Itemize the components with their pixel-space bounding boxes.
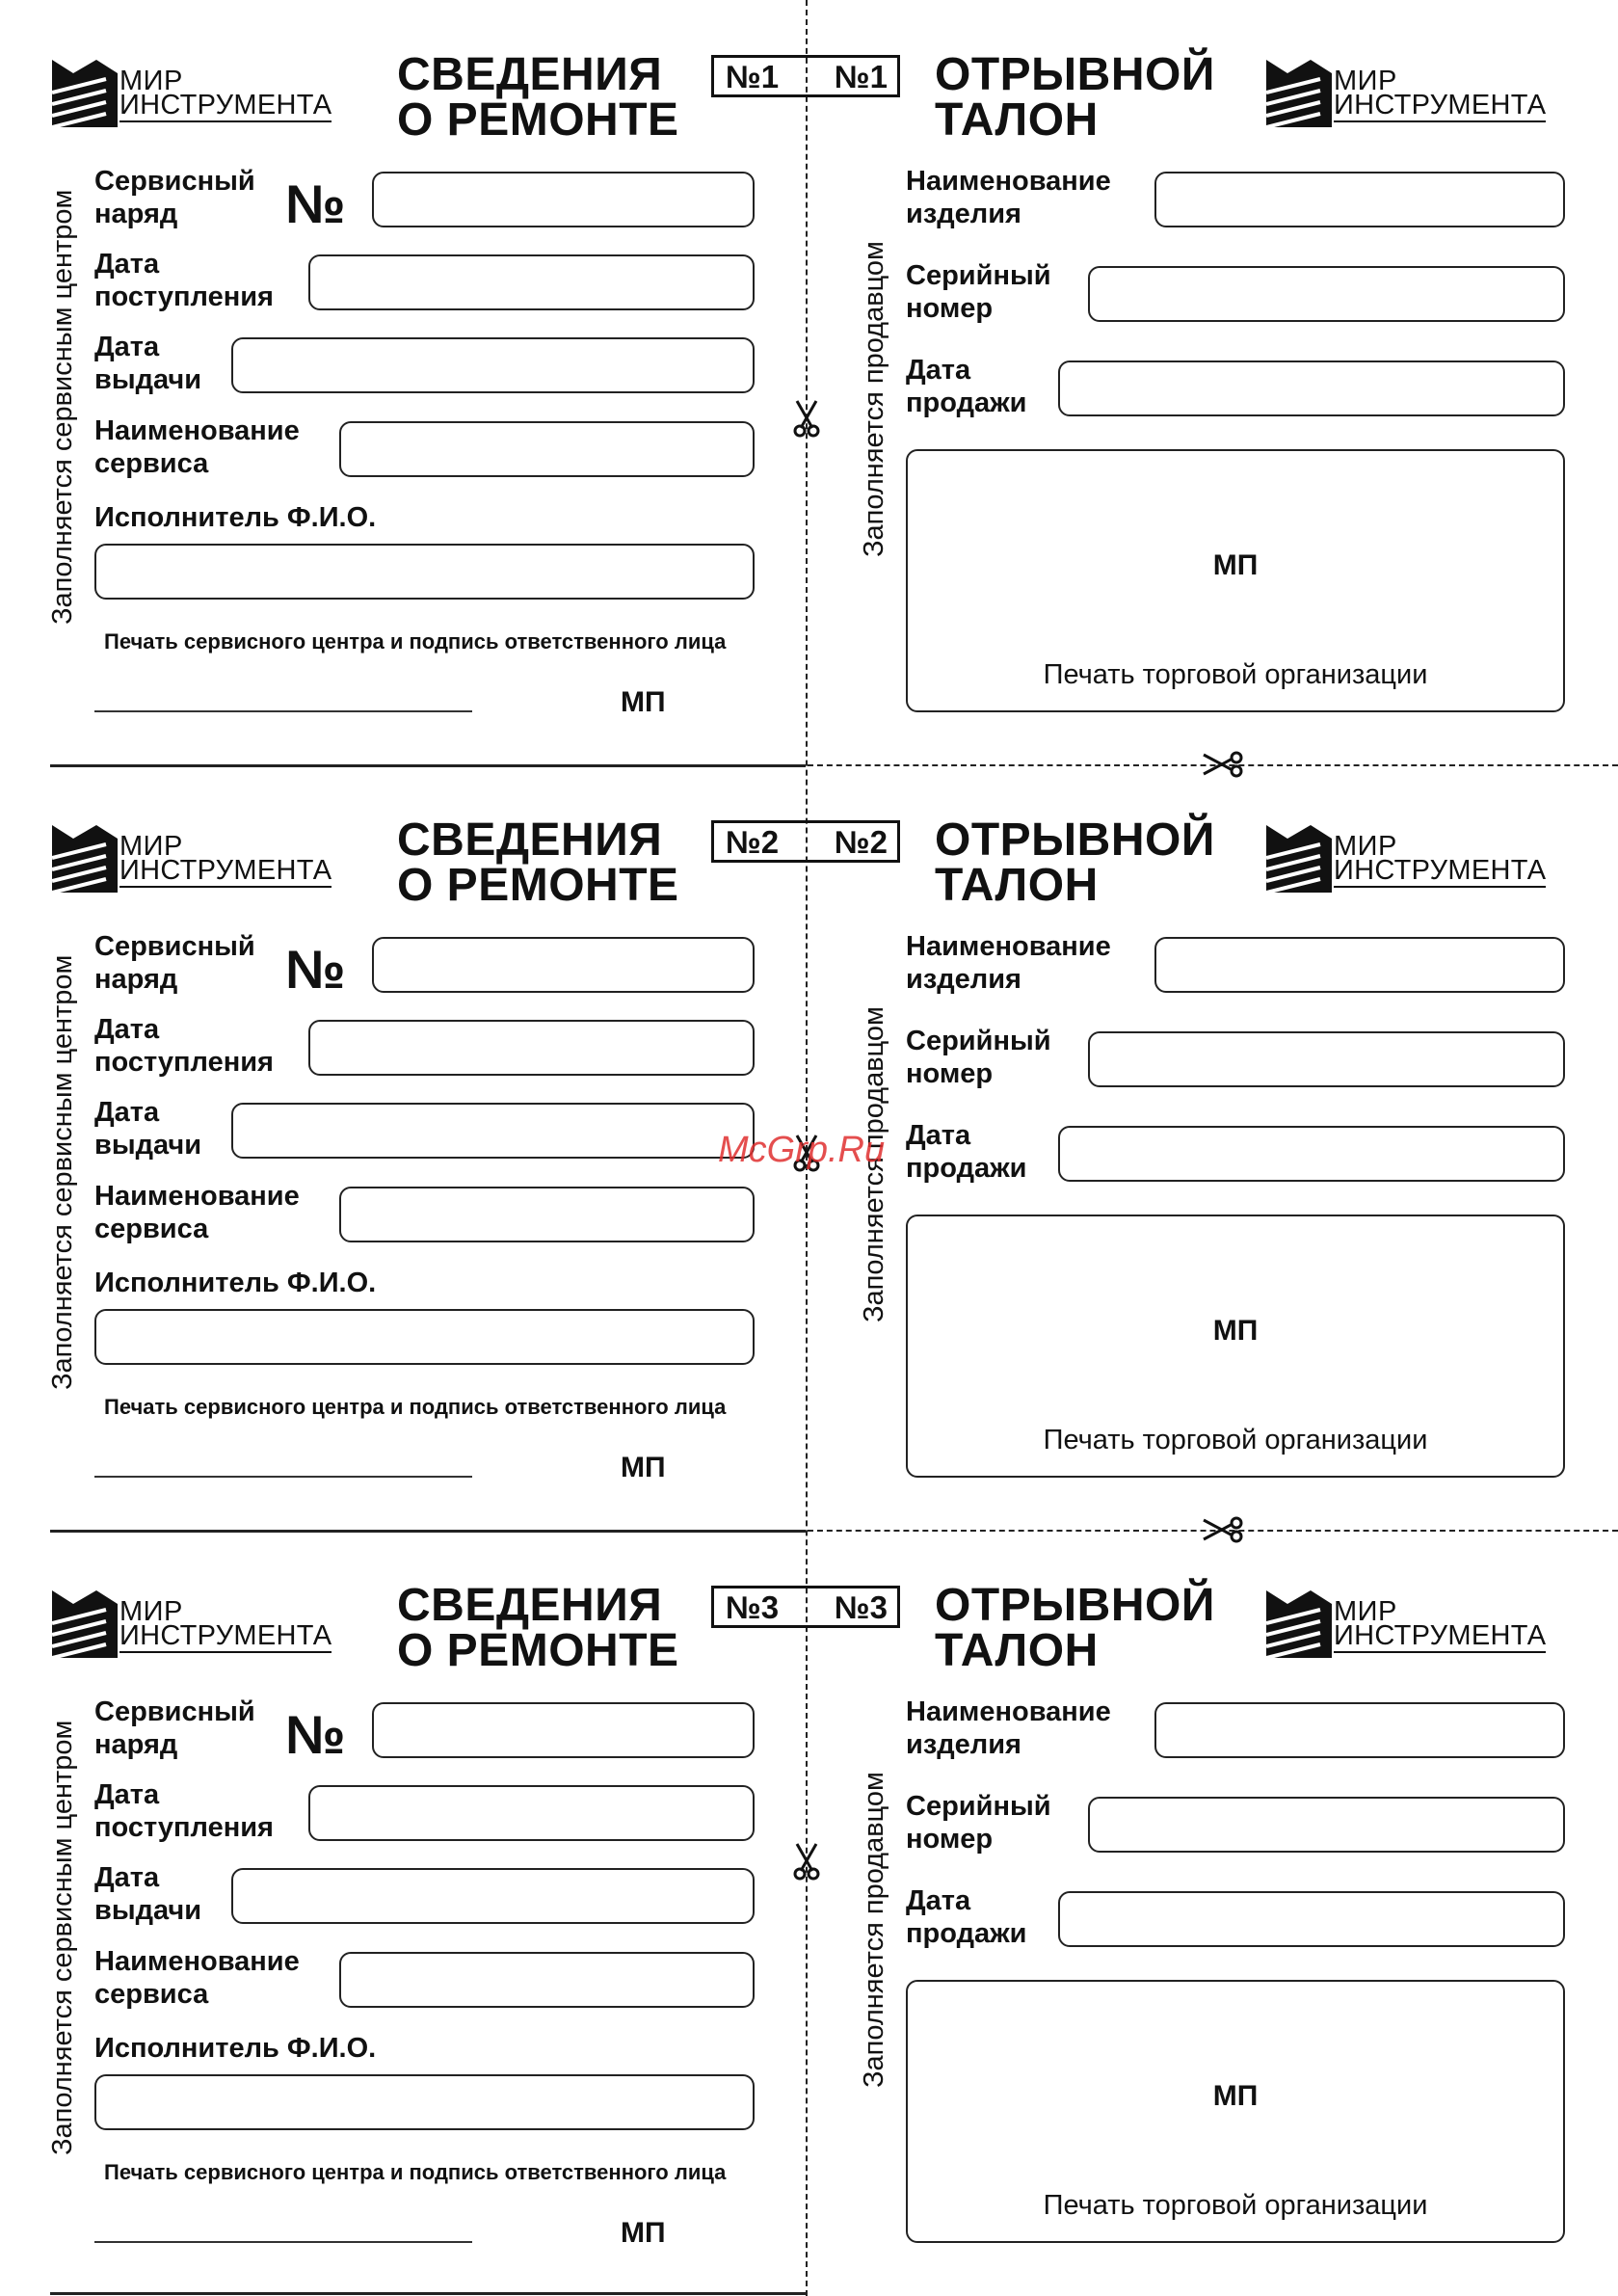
- serial-number-field[interactable]: [1088, 266, 1565, 322]
- service-order-label-line1: Сервисный: [94, 166, 255, 197]
- number-sign: №: [285, 174, 346, 234]
- coupon-title-line1: ОТРЫВНОЙ: [935, 1580, 1215, 1631]
- stamp-place-label: МП: [1212, 549, 1259, 581]
- section-3: [0, 1531, 1618, 2295]
- service-order-label-line2: наряд: [94, 1729, 178, 1760]
- brand-logo-mark-icon: [1266, 1590, 1332, 1658]
- service-name-label-line1: Наименование: [94, 1946, 300, 1977]
- sale-date-label-line1: Дата: [906, 355, 971, 386]
- sale-date-label-line1: Дата: [906, 1120, 971, 1151]
- executor-field[interactable]: [94, 2074, 755, 2130]
- signature-line[interactable]: [94, 710, 472, 712]
- repair-title-line1: СВЕДЕНИЯ: [397, 1580, 663, 1631]
- service-name-label-line1: Наименование: [94, 415, 300, 446]
- service-order-label-line1: Сервисный: [94, 931, 255, 962]
- issue-date-label-line2: выдачи: [94, 1130, 202, 1161]
- issue-date-field[interactable]: [231, 1868, 755, 1924]
- brand-name-line1: МИР: [1334, 831, 1397, 862]
- serial-number-field[interactable]: [1088, 1797, 1565, 1853]
- sale-date-field[interactable]: [1058, 1126, 1565, 1182]
- service-name-label-line1: Наименование: [94, 1181, 300, 1212]
- sale-date-label-line2: продажи: [906, 387, 1027, 418]
- repair-title-line2: О РЕМОНТЕ: [397, 94, 679, 146]
- seller-stamp-caption: Печать торговой организации: [1043, 2190, 1428, 2221]
- service-order-field[interactable]: [372, 1702, 755, 1758]
- watermark: McGrp.Ru: [718, 1130, 886, 1170]
- repair-number: №1: [726, 59, 780, 94]
- brand-logo-mark-icon: [1266, 60, 1332, 127]
- stamp-signature-note: Печать сервисного центра и подпись ответственного лица: [104, 629, 727, 654]
- received-date-label-line2: поступления: [94, 281, 274, 312]
- service-name-field[interactable]: [339, 1952, 755, 2008]
- seller-stamp-box[interactable]: [906, 1980, 1565, 2243]
- brand-name-line1: МИР: [119, 1596, 183, 1627]
- brand-name-line2: ИНСТРУМЕНТА: [119, 1620, 332, 1651]
- coupon-title-line2: ТАЛОН: [935, 860, 1099, 911]
- brand-logo-mark-icon: [52, 825, 118, 893]
- received-date-label-line1: Дата: [94, 1014, 160, 1045]
- product-name-label-line2: изделия: [906, 199, 1021, 229]
- repair-number: №3: [726, 1589, 780, 1625]
- stamp-place-label: МП: [621, 2217, 666, 2249]
- product-name-field[interactable]: [1154, 172, 1565, 227]
- issue-date-label-line2: выдачи: [94, 364, 202, 395]
- serial-number-label-line2: номер: [906, 1824, 994, 1855]
- stamp-place-label: МП: [621, 1452, 666, 1483]
- issue-date-field[interactable]: [231, 1103, 755, 1159]
- brand-name-line1: МИР: [119, 66, 183, 96]
- product-name-field[interactable]: [1154, 937, 1565, 993]
- serial-number-label-line2: номер: [906, 293, 994, 324]
- brand-name-line2: ИНСТРУМЕНТА: [119, 90, 332, 120]
- received-date-label-line2: поступления: [94, 1047, 274, 1078]
- service-order-field[interactable]: [372, 172, 755, 227]
- brand-logo: [1266, 56, 1565, 131]
- issue-date-label-line2: выдачи: [94, 1895, 202, 1926]
- brand-name-line2: ИНСТРУМЕНТА: [1334, 855, 1547, 886]
- product-name-label-line2: изделия: [906, 964, 1021, 995]
- coupon-title-line1: ОТРЫВНОЙ: [935, 49, 1215, 100]
- service-order-label-line2: наряд: [94, 964, 178, 995]
- executor-label: Исполнитель Ф.И.О.: [94, 1268, 377, 1298]
- stamp-signature-note: Печать сервисного центра и подпись ответственного лица: [104, 1395, 727, 1419]
- brand-name-line1: МИР: [1334, 1596, 1397, 1627]
- serial-number-label-line2: номер: [906, 1058, 994, 1089]
- received-date-field[interactable]: [308, 254, 755, 310]
- brand-logo-mark-icon: [52, 1590, 118, 1658]
- issue-date-field[interactable]: [231, 337, 755, 393]
- brand-name-line2: ИНСТРУМЕНТА: [1334, 1620, 1547, 1651]
- service-order-label-line2: наряд: [94, 199, 178, 229]
- number-sign: №: [285, 1704, 346, 1765]
- sale-date-field[interactable]: [1058, 1891, 1565, 1947]
- brand-name-line2: ИНСТРУМЕНТА: [119, 855, 332, 886]
- sale-date-field[interactable]: [1058, 360, 1565, 416]
- coupon-title-line2: ТАЛОН: [935, 94, 1099, 146]
- received-date-label-line2: поступления: [94, 1812, 274, 1843]
- brand-logo: [1266, 1587, 1565, 1662]
- product-name-label-line2: изделия: [906, 1729, 1021, 1760]
- repair-title-line2: О РЕМОНТЕ: [397, 860, 679, 911]
- brand-logo: [1266, 821, 1565, 896]
- stamp-place-label: МП: [1212, 1315, 1259, 1347]
- repair-title-line1: СВЕДЕНИЯ: [397, 814, 663, 866]
- received-date-label-line1: Дата: [94, 1779, 160, 1810]
- service-order-label-line1: Сервисный: [94, 1696, 255, 1727]
- coupon-side-label: Заполняется продавцом: [859, 241, 889, 557]
- received-date-label-line1: Дата: [94, 249, 160, 280]
- coupon-number: №1: [834, 59, 888, 94]
- sale-date-label-line2: продажи: [906, 1153, 1027, 1184]
- repair-side-label: Заполняется сервисным центром: [47, 954, 78, 1390]
- issue-date-label-line1: Дата: [94, 332, 160, 362]
- repair-title-line1: СВЕДЕНИЯ: [397, 49, 663, 100]
- product-name-label-line1: Наименование: [906, 1696, 1111, 1727]
- brand-logo: [52, 1587, 351, 1662]
- brand-logo: [52, 56, 351, 131]
- repair-title-line2: О РЕМОНТЕ: [397, 1625, 679, 1676]
- number-sign: №: [285, 939, 346, 1000]
- brand-logo-mark-icon: [52, 60, 118, 127]
- service-name-field[interactable]: [339, 1187, 755, 1242]
- coupon-side-label: Заполняется продавцом: [859, 1006, 889, 1322]
- seller-stamp-caption: Печать торговой организации: [1043, 659, 1428, 690]
- signature-line[interactable]: [94, 1476, 472, 1478]
- service-name-label-line2: сервиса: [94, 448, 209, 479]
- stamp-place-label: МП: [1212, 2080, 1259, 2112]
- signature-line[interactable]: [94, 2241, 472, 2243]
- seller-stamp-box[interactable]: [906, 1215, 1565, 1478]
- seller-stamp-caption: Печать торговой организации: [1043, 1425, 1428, 1455]
- repair-side-label: Заполняется сервисным центром: [47, 189, 78, 625]
- stamp-place-label: МП: [621, 686, 666, 718]
- sale-date-label-line1: Дата: [906, 1885, 971, 1916]
- seller-stamp-box[interactable]: [906, 449, 1565, 712]
- executor-label: Исполнитель Ф.И.О.: [94, 2033, 377, 2064]
- product-name-field[interactable]: [1154, 1702, 1565, 1758]
- repair-side-label: Заполняется сервисным центром: [47, 1720, 78, 2155]
- coupon-number: №3: [834, 1589, 888, 1625]
- coupon-title-line2: ТАЛОН: [935, 1625, 1099, 1676]
- stamp-signature-note: Печать сервисного центра и подпись ответственного лица: [104, 2160, 727, 2184]
- brand-name-line2: ИНСТРУМЕНТА: [1334, 90, 1547, 120]
- executor-label: Исполнитель Ф.И.О.: [94, 502, 377, 533]
- service-name-field[interactable]: [339, 421, 755, 477]
- serial-number-field[interactable]: [1088, 1031, 1565, 1087]
- serial-number-label-line1: Серийный: [906, 1791, 1051, 1822]
- service-order-field[interactable]: [372, 937, 755, 993]
- brand-name-line1: МИР: [1334, 66, 1397, 96]
- executor-field[interactable]: [94, 1309, 755, 1365]
- serial-number-label-line1: Серийный: [906, 260, 1051, 291]
- coupon-side-label: Заполняется продавцом: [859, 1772, 889, 2088]
- brand-name-line1: МИР: [119, 831, 183, 862]
- received-date-field[interactable]: [308, 1785, 755, 1841]
- brand-logo-mark-icon: [1266, 825, 1332, 893]
- service-name-label-line2: сервиса: [94, 1979, 209, 2010]
- product-name-label-line1: Наименование: [906, 931, 1111, 962]
- section-1: [0, 0, 1618, 764]
- repair-number: №2: [726, 824, 780, 860]
- issue-date-label-line1: Дата: [94, 1862, 160, 1893]
- product-name-label-line1: Наименование: [906, 166, 1111, 197]
- serial-number-label-line1: Серийный: [906, 1026, 1051, 1056]
- received-date-field[interactable]: [308, 1020, 755, 1076]
- issue-date-label-line1: Дата: [94, 1097, 160, 1128]
- executor-field[interactable]: [94, 544, 755, 600]
- sale-date-label-line2: продажи: [906, 1918, 1027, 1949]
- coupon-number: №2: [834, 824, 888, 860]
- brand-logo: [52, 821, 351, 896]
- coupon-title-line1: ОТРЫВНОЙ: [935, 814, 1215, 866]
- service-name-label-line2: сервиса: [94, 1214, 209, 1244]
